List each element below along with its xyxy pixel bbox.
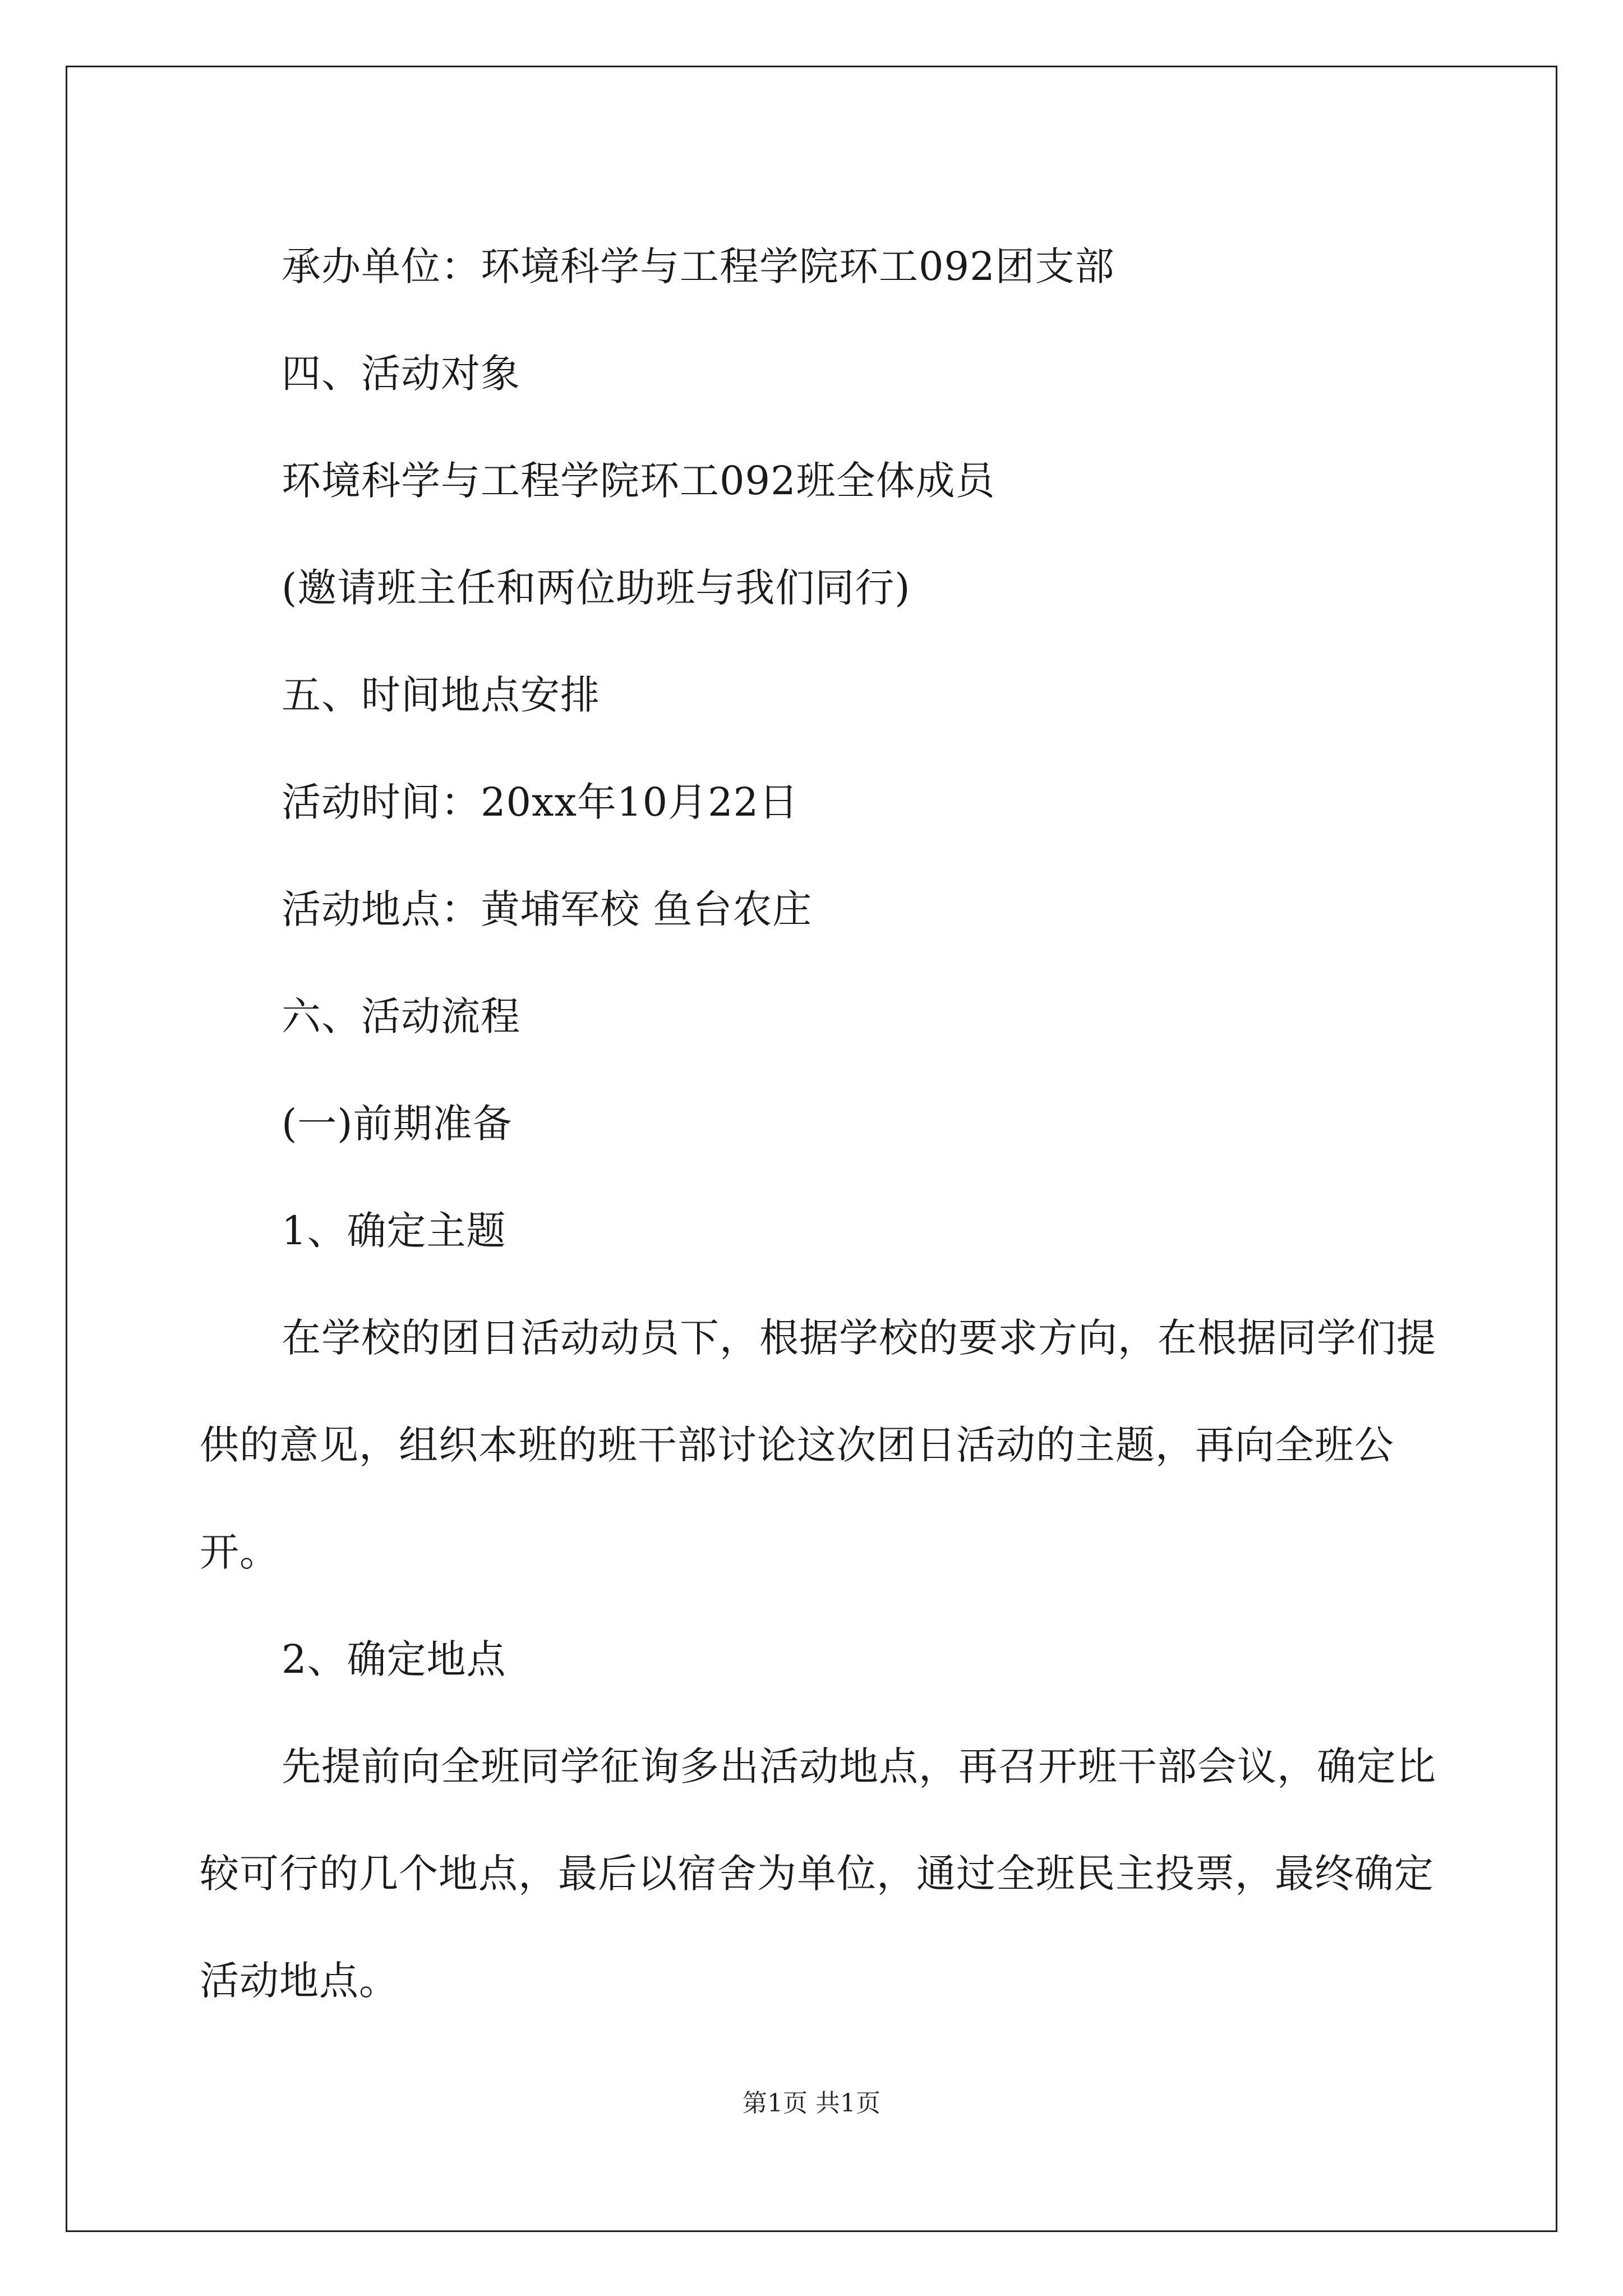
heading-activity-target: 四、活动对象 xyxy=(282,351,520,397)
paragraph-activity-time: 活动时间：20xx年10月22日 xyxy=(282,779,799,825)
paragraph-participants: 环境科学与工程学院环工092班全体成员 xyxy=(282,458,995,504)
paragraph-invitees: (邀请班主任和两位助班与我们同行) xyxy=(282,565,911,611)
subheading-preparation: (一)前期准备 xyxy=(282,1101,513,1147)
paragraph-theme-detail: 在学校的团日活动动员下，根据学校的要求方向，在根据同学们提供的意见，组织本班的班干部讨论这次团日活动的主题，再向全班公开。 xyxy=(200,1315,1436,1575)
paragraph-activity-location: 活动地点：黄埔军校 鱼台农庄 xyxy=(282,886,813,932)
page-footer: 第1页 共1页 xyxy=(743,2089,880,2118)
item-determine-theme: 1、确定主题 xyxy=(282,1208,506,1254)
heading-activity-process: 六、活动流程 xyxy=(282,993,520,1039)
paragraph-location-detail: 先提前向全班同学征询多出活动地点，再召开班干部会议，确定比较可行的几个地点，最后以宿舍为单位，通过全班民主投票，最终确定活动地点。 xyxy=(200,1743,1436,2004)
item-determine-location: 2、确定地点 xyxy=(282,1636,506,1682)
heading-time-location: 五、时间地点安排 xyxy=(282,672,600,718)
paragraph-organizer: 承办单位：环境科学与工程学院环工092团支部 xyxy=(282,243,1115,289)
document-body xyxy=(200,213,1445,2035)
